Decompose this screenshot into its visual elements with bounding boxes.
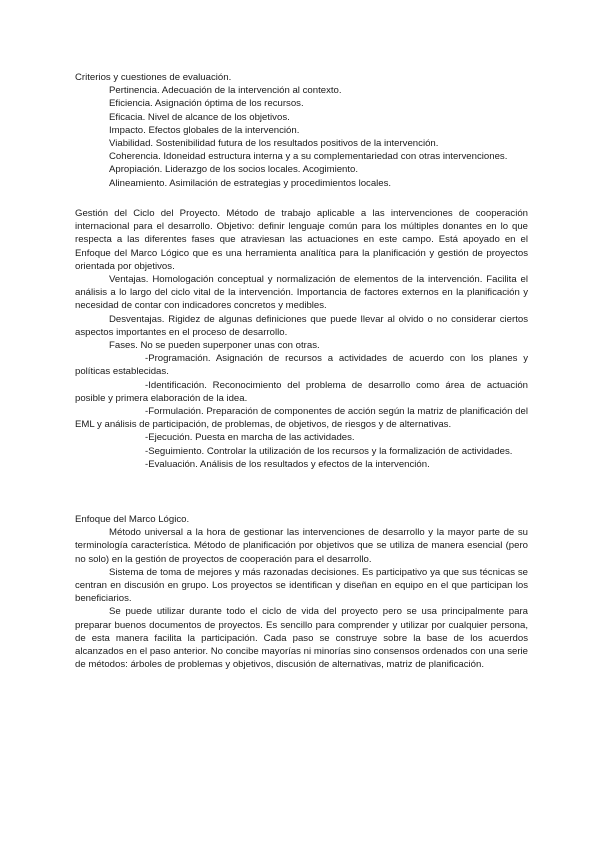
fase-item: -Identificación. Reconocimiento del problema de desarrollo como área de actuación posible y primera elaboración de la idea. <box>75 379 528 404</box>
gestion-ventajas: Ventajas. Homologación conceptual y normalización de elementos de la intervención. Facilita el análisis a lo largo del ciclo vital de la intervención. Importancia de factores externos en la planificación y necesidad de contar con indicadores concretos y medibles. <box>75 274 528 312</box>
criterio-item: Alineamiento. Asimilación de estrategias y procedimientos locales. <box>109 177 392 189</box>
enfoque-paragraph: Sistema de toma de mejores y más razonadas decisiones. Es participativo ya que sus técnicas se centran en discusión en grupo. Los proyectos se identifican y diseñan en equipo en el que participan los beneficiarios. <box>75 566 528 605</box>
fase-item: -Formulación. Preparación de componentes de acción según la matriz de planificación del EML y análisis de participación, de problemas, de objetivos, de riesgos y de alternativas. <box>75 406 528 431</box>
enfoque-heading: Enfoque del Marco Lógico. <box>75 514 190 525</box>
criterio-item: Eficacia. Nivel de alcance de los objetivos. <box>109 111 290 123</box>
criterio-item: Coherencia. Idoneidad estructura interna y a su complementariedad con otras intervenciones. <box>109 151 508 163</box>
fase-item: -Seguimiento. Controlar la utilización de los recursos y la formalización de actividades. <box>145 445 513 457</box>
gestion-section <box>75 207 528 471</box>
criterio-item: Eficiencia. Asignación óptima de los recursos. <box>109 98 304 110</box>
enfoque-paragraph: Se puede utilizar durante todo el ciclo de vida del proyecto pero se usa principalmente para preparar buenos documentos de proyectos. Es sencillo para comprender y utilizar por cualquier persona, de esta manera facilita la participación. Cada paso se construye sobre la base de los acuerdos alcanzados en el paso anterior. No concibe mayorías ni minorías sino consensos ordenados con una serie de métodos: árboles de problemas y objetivos, discusión de alternativas, matriz de planificación. <box>75 606 528 671</box>
fase-item: -Ejecución. Puesta en marcha de las actividades. <box>145 432 355 444</box>
gestion-desventajas: Desventajas. Rigidez de algunas definiciones que puede llevar al olvido o no considerar ciertos aspectos importantes en el proceso de desarrollo. <box>75 313 528 338</box>
criterio-item: Apropiación. Liderazgo de los socios locales. Acogimiento. <box>109 164 359 176</box>
enfoque-paragraph: Método universal a la hora de gestionar las intervenciones de desarrollo y la mayor parte de su terminología característica. Método de planificación por objetivos que se utiliza de manera esencial (pero no solo) en la gestión de proyectos de cooperación para el desarrollo. <box>75 527 528 565</box>
fases-heading: Fases. No se pueden superponer unas con otras. <box>109 340 320 352</box>
criterio-item: Impacto. Efectos globales de la intervención. <box>109 124 300 136</box>
criterios-section <box>75 71 528 190</box>
fase-item: -Evaluación. Análisis de los resultados y efectos de la intervención. <box>145 458 430 470</box>
criterio-item: Viabilidad. Sostenibilidad futura de los resultados positivos de la intervención. <box>109 138 439 150</box>
fase-item: -Programación. Asignación de recursos a actividades de acuerdo con los planes y políticas establecidas. <box>75 353 528 378</box>
criterio-item: Pertinencia. Adecuación de la intervención al contexto. <box>109 85 342 97</box>
gestion-intro: Gestión del Ciclo del Proyecto. Método de trabajo aplicable a las intervenciones de cooperación internacional para el desarrollo. Objetivo: definir lenguaje común para los múltiples donantes en lo que respecta a las diferentes fases que atraviesan las actuaciones en este campo. Está apoyado en el Enfoque del Marco Lógico que es una herramienta analítica para la planificación y gestión de proyectos orientada por objetivos. <box>75 208 528 272</box>
enfoque-section <box>75 513 528 671</box>
criterios-heading: Criterios y cuestiones de evaluación. <box>75 72 232 83</box>
